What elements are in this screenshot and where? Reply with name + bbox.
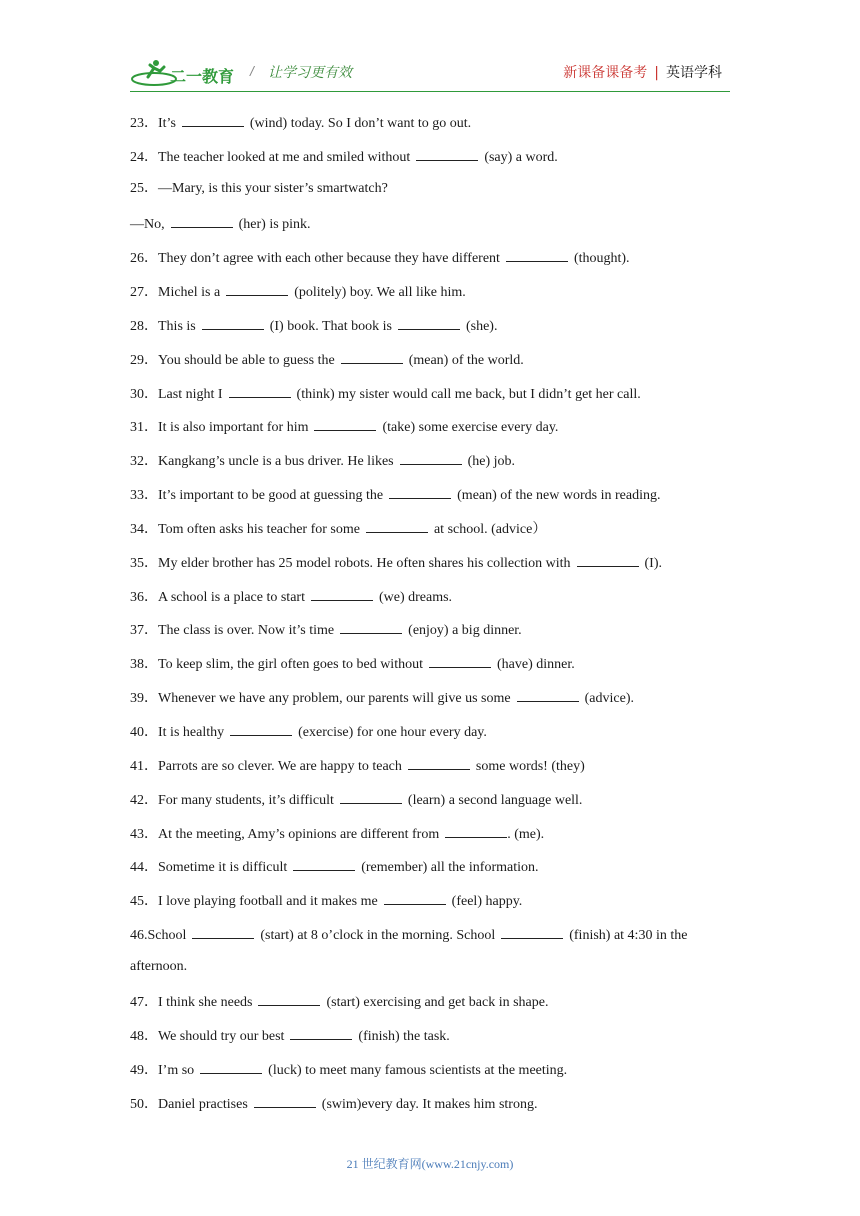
question-text-before: You should be able to guess the bbox=[158, 353, 335, 368]
question-text-before: I love playing football and it makes me bbox=[158, 894, 378, 909]
question-text-before: The class is over. Now it’s time bbox=[158, 623, 335, 638]
answer-blank[interactable] bbox=[229, 385, 291, 398]
question-line bbox=[130, 621, 522, 639]
answer-blank[interactable] bbox=[416, 148, 478, 161]
question-text-after: (finish) at 4:30 in the bbox=[569, 928, 688, 943]
slogan-separator: / bbox=[250, 63, 254, 79]
question-number: 42． bbox=[130, 793, 158, 808]
question-text-before: We should try our best bbox=[158, 1029, 285, 1044]
question-number: 47． bbox=[130, 995, 158, 1010]
answer-blank[interactable] bbox=[230, 723, 292, 736]
question-text-before: My elder brother has 25 model robots. He often shares his collection with bbox=[158, 556, 571, 571]
question-line bbox=[130, 757, 585, 775]
question-line bbox=[130, 520, 546, 538]
question-line bbox=[130, 486, 660, 504]
question-text-before: It is also important for him bbox=[158, 420, 309, 435]
question-text-after: at school. (advice） bbox=[433, 522, 547, 537]
slogan-text: 让学习更有效 bbox=[268, 65, 352, 81]
question-text-before: To keep slim, the girl often goes to bed without bbox=[158, 657, 423, 672]
question-text-after: some words! (they) bbox=[475, 759, 585, 774]
question-text-after: (her) is pink. bbox=[238, 217, 311, 232]
question-line bbox=[130, 114, 471, 132]
question-number: 49． bbox=[130, 1063, 158, 1078]
question-number: 40． bbox=[130, 725, 158, 740]
question-line bbox=[130, 148, 558, 166]
question-number: 37． bbox=[130, 623, 158, 638]
question-text-before: They don’t agree with each other because they have different bbox=[158, 251, 500, 266]
question-text-after: (thought). bbox=[573, 251, 630, 266]
question-text-after: (start) exercising and get back in shape. bbox=[326, 995, 549, 1010]
question-line bbox=[130, 283, 466, 301]
question-text-before: For many students, it’s difficult bbox=[158, 793, 334, 808]
question-text-before: A school is a place to start bbox=[158, 590, 305, 605]
answer-blank[interactable] bbox=[192, 926, 254, 939]
answer-blank[interactable] bbox=[340, 791, 402, 804]
question-text-before: At the meeting, Amy’s opinions are different from bbox=[158, 827, 440, 842]
answer-blank[interactable] bbox=[501, 926, 563, 939]
question-text-after: (we) dreams. bbox=[378, 590, 453, 605]
question-line bbox=[130, 723, 487, 741]
answer-blank[interactable] bbox=[293, 858, 355, 871]
question-text-before: Tom often asks his teacher for some bbox=[158, 522, 360, 537]
answer-blank[interactable] bbox=[366, 520, 428, 533]
question-text-after: (take) some exercise every day. bbox=[382, 420, 559, 435]
question-text-after: (have) dinner. bbox=[496, 657, 575, 672]
question-text-after: (exercise) for one hour every day. bbox=[298, 725, 487, 740]
question-text-before: Michel is a bbox=[158, 285, 221, 300]
answer-blank[interactable] bbox=[314, 418, 376, 431]
question-line bbox=[130, 892, 522, 910]
question-text-before: Whenever we have any problem, our parents will give us some bbox=[158, 691, 511, 706]
question-line bbox=[130, 959, 187, 975]
answer-blank[interactable] bbox=[202, 317, 264, 330]
question-line bbox=[130, 181, 388, 197]
answer-blank[interactable] bbox=[517, 689, 579, 702]
question-text-after: (luck) to meet many famous scientists at the meeting. bbox=[268, 1063, 568, 1078]
answer-blank[interactable] bbox=[182, 114, 244, 127]
brand-logo bbox=[130, 57, 240, 89]
answer-blank[interactable] bbox=[445, 825, 507, 838]
question-line bbox=[130, 249, 630, 267]
question-number: 44． bbox=[130, 860, 158, 875]
question-text-after: (she). bbox=[465, 319, 498, 334]
question-number: 50． bbox=[130, 1097, 158, 1112]
question-number: 39． bbox=[130, 691, 158, 706]
page-footer: 21 世纪教育网(www.21cnjy.com) bbox=[346, 1157, 514, 1171]
question-line bbox=[130, 655, 575, 673]
question-text-before: Kangkang’s uncle is a bus driver. He likes bbox=[158, 454, 394, 469]
question-number: 34． bbox=[130, 522, 158, 537]
question-number: 45． bbox=[130, 894, 158, 909]
question-number: 33． bbox=[130, 488, 158, 503]
question-number: 29． bbox=[130, 353, 158, 368]
question-text-before: It is healthy bbox=[158, 725, 225, 740]
question-number: 30． bbox=[130, 387, 158, 402]
question-text-before: It’s bbox=[158, 116, 176, 131]
question-number: 35． bbox=[130, 556, 158, 571]
question-text-after: (swim)every day. It makes him strong. bbox=[321, 1097, 538, 1112]
question-text-after: (I). bbox=[644, 556, 663, 571]
question-text-before: I think she needs bbox=[158, 995, 253, 1010]
question-text-after: (feel) happy. bbox=[451, 894, 523, 909]
header-subject bbox=[563, 62, 722, 82]
question-text-before: Last night I bbox=[158, 387, 223, 402]
question-line bbox=[130, 418, 558, 436]
answer-blank[interactable] bbox=[506, 249, 568, 262]
answer-blank[interactable] bbox=[408, 757, 470, 770]
header-rule bbox=[130, 91, 730, 92]
question-number: 26． bbox=[130, 251, 158, 266]
question-text-before: Parrots are so clever. We are happy to teach bbox=[158, 759, 402, 774]
question-text-before: afternoon. bbox=[130, 959, 188, 974]
answer-blank[interactable] bbox=[290, 1027, 352, 1040]
question-line bbox=[130, 588, 452, 606]
answer-blank[interactable] bbox=[171, 215, 233, 228]
question-number: 38． bbox=[130, 657, 158, 672]
answer-blank[interactable] bbox=[398, 317, 460, 330]
question-text-middle: (start) at 8 o’clock in the morning. School bbox=[260, 928, 496, 943]
question-line bbox=[130, 1095, 537, 1113]
answer-blank[interactable] bbox=[577, 554, 639, 567]
question-text-before: It’s important to be good at guessing the bbox=[158, 488, 384, 503]
question-number: 41． bbox=[130, 759, 158, 774]
question-text-before: I’m so bbox=[158, 1063, 195, 1078]
question-line bbox=[130, 993, 548, 1011]
question-line bbox=[130, 215, 311, 233]
question-text-after: (mean) of the world. bbox=[408, 353, 524, 368]
header-subject-label: 英语学科 bbox=[666, 65, 722, 81]
answer-blank[interactable] bbox=[258, 993, 320, 1006]
question-text-before: This is bbox=[158, 319, 196, 334]
question-text-before: The teacher looked at me and smiled without bbox=[158, 150, 411, 165]
question-number: 36． bbox=[130, 590, 158, 605]
question-line bbox=[130, 385, 641, 403]
question-text-after: (mean) of the new words in reading. bbox=[457, 488, 661, 503]
question-line bbox=[130, 452, 515, 470]
question-line bbox=[130, 791, 582, 809]
question-text-after: (wind) today. So I don’t want to go out. bbox=[249, 116, 472, 131]
question-text-before: Sometime it is difficult bbox=[158, 860, 288, 875]
answer-blank[interactable] bbox=[429, 655, 491, 668]
question-number: 23． bbox=[130, 116, 158, 131]
question-line bbox=[130, 1027, 450, 1045]
question-text-before: —No, bbox=[130, 217, 165, 232]
question-line bbox=[130, 317, 497, 335]
header-course-label: 新课备课备考 bbox=[563, 65, 648, 81]
question-text-before: —Mary, is this your sister’s smartwatch? bbox=[158, 181, 388, 196]
question-text-after: (say) a word. bbox=[484, 150, 558, 165]
page-header bbox=[130, 55, 730, 91]
header-divider: | bbox=[654, 65, 659, 81]
question-number: 25． bbox=[130, 181, 158, 196]
question-text-after: . (me). bbox=[507, 827, 545, 842]
question-line bbox=[130, 554, 662, 572]
question-text-after: (learn) a second language well. bbox=[407, 793, 583, 808]
answer-blank[interactable] bbox=[389, 486, 451, 499]
question-number: 31． bbox=[130, 420, 158, 435]
question-text-after: (finish) the task. bbox=[358, 1029, 450, 1044]
question-text-middle: (I) book. That book is bbox=[269, 319, 392, 334]
question-line bbox=[130, 926, 687, 944]
question-text-after: (he) job. bbox=[467, 454, 516, 469]
question-number: 48． bbox=[130, 1029, 158, 1044]
question-number: 27． bbox=[130, 285, 158, 300]
question-line bbox=[130, 1061, 567, 1079]
question-line bbox=[130, 689, 634, 707]
answer-blank[interactable] bbox=[384, 892, 446, 905]
question-number: 28． bbox=[130, 319, 158, 334]
answer-blank[interactable] bbox=[200, 1061, 262, 1074]
question-number: 24． bbox=[130, 150, 158, 165]
question-line bbox=[130, 351, 524, 369]
answer-blank[interactable] bbox=[311, 588, 373, 601]
question-text-after: (politely) boy. We all like him. bbox=[294, 285, 466, 300]
question-text-before: Daniel practises bbox=[158, 1097, 248, 1112]
answer-blank[interactable] bbox=[400, 452, 462, 465]
question-text-before: School bbox=[147, 928, 187, 943]
question-number: 43． bbox=[130, 827, 158, 842]
answer-blank[interactable] bbox=[340, 621, 402, 634]
answer-blank[interactable] bbox=[226, 283, 288, 296]
answer-blank[interactable] bbox=[254, 1095, 316, 1108]
question-text-after: (enjoy) a big dinner. bbox=[408, 623, 522, 638]
question-number: 46. bbox=[130, 928, 148, 943]
svg-text:二一教育: 二一教育 bbox=[170, 67, 235, 86]
question-text-after: (remember) all the information. bbox=[361, 860, 539, 875]
question-text-after: (think) my sister would call me back, but I didn’t get her call. bbox=[296, 387, 641, 402]
question-line bbox=[130, 858, 539, 876]
question-number: 32． bbox=[130, 454, 158, 469]
answer-blank[interactable] bbox=[341, 351, 403, 364]
question-line bbox=[130, 825, 544, 843]
question-text-after: (advice). bbox=[584, 691, 634, 706]
